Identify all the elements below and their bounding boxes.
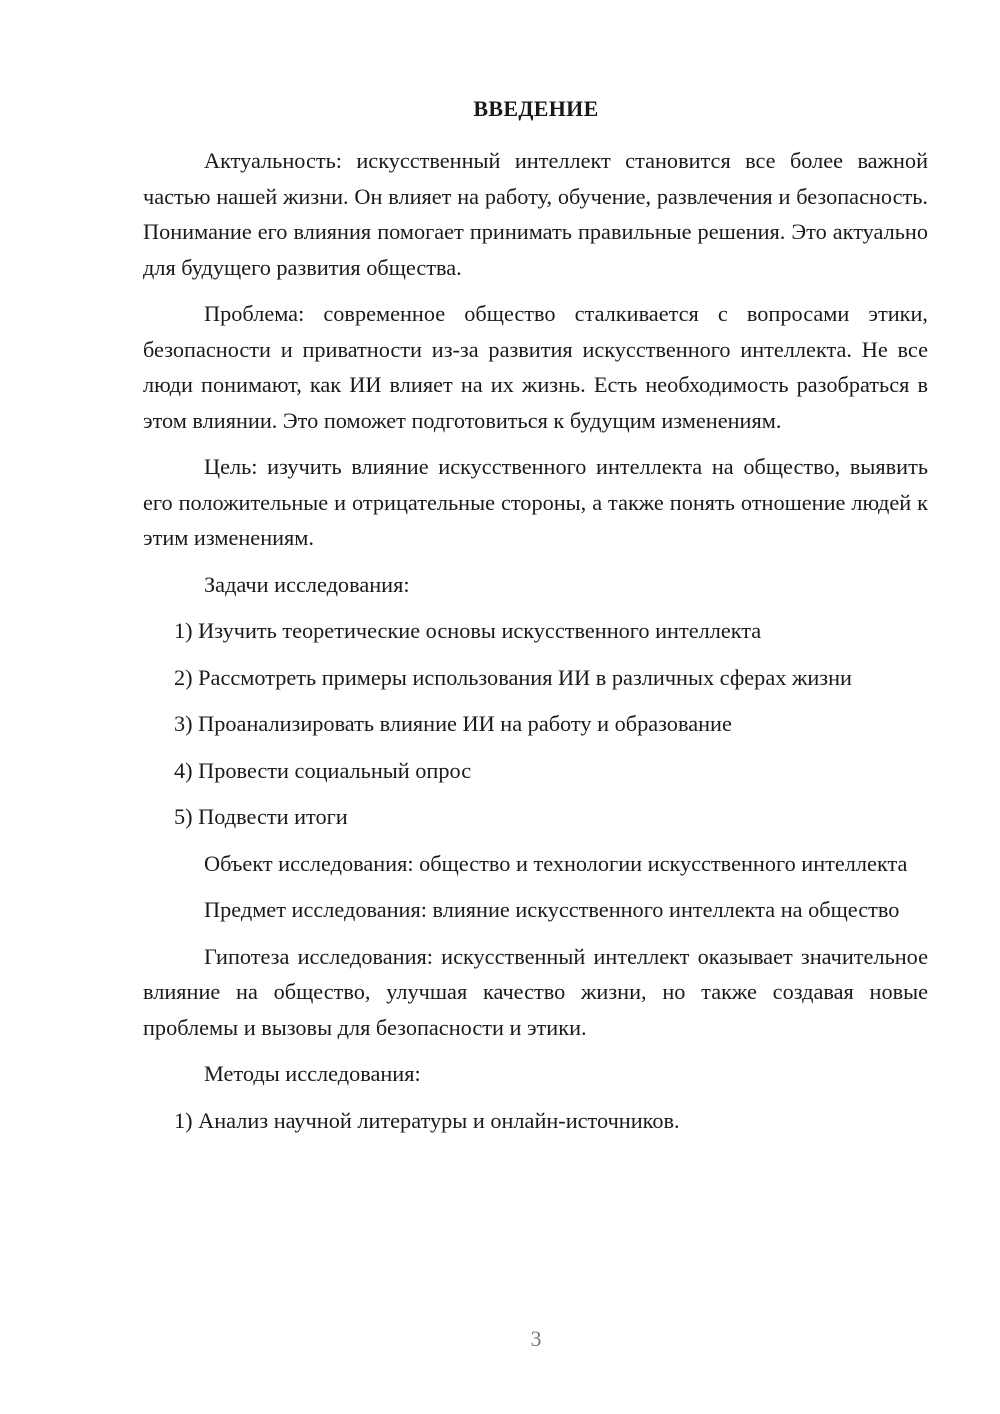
methods-heading: Методы исследования: — [204, 1061, 421, 1086]
paragraph-subject: Предмет исследования: влияние искусственного интеллекта на общество — [204, 897, 900, 922]
paragraph-relevance: Актуальность: искусственный интеллект становится все более важной частью нашей жизни. Он влияет на работу, обучение, развлечения и безопасность. Понимание его влияния помогает принимать правильные решения. Это актуально для будущего развития общества. — [143, 148, 928, 280]
method-item: 1) Анализ научной литературы и онлайн-источников. — [174, 1107, 680, 1133]
paragraph-problem: Проблема: современное общество сталкивается с вопросами этики, безопасности и приватности из-за развития искусственного интеллекта. Не все люди понимают, как ИИ влияет на их жизнь. Есть необходимость разобраться в этом влиянии. Это поможет подготовиться к будущим изменениям. — [143, 301, 928, 433]
page-number: 3 — [530, 1326, 542, 1351]
paragraph-goal: Цель: изучить влияние искусственного интеллекта на общество, выявить его положительные и отрицательные стороны, а также понять отношение людей к этим изменениям. — [143, 454, 928, 550]
task-item: 1) Изучить теоретические основы искусственного интеллекта — [174, 618, 762, 643]
paragraph-object: Объект исследования: общество и технологии искусственного интеллекта — [204, 850, 908, 876]
task-item: 4) Провести социальный опрос — [174, 757, 472, 783]
document-body — [143, 143, 928, 1138]
task-item: 5) Подвести итоги — [174, 804, 348, 829]
paragraph-hypothesis: Гипотеза исследования: искусственный интеллект оказывает значительное влияние на общество, улучшая качество жизни, но также создавая новые проблемы и вызовы для безопасности и этики. — [143, 943, 928, 1040]
page-title: ВВЕДЕНИЕ — [473, 96, 599, 121]
task-item: 3) Проанализировать влияние ИИ на работу и образование — [174, 711, 732, 736]
task-item: 2) Рассмотреть примеры использования ИИ в различных сферах жизни — [174, 664, 852, 690]
tasks-heading: Задачи исследования: — [204, 571, 410, 597]
